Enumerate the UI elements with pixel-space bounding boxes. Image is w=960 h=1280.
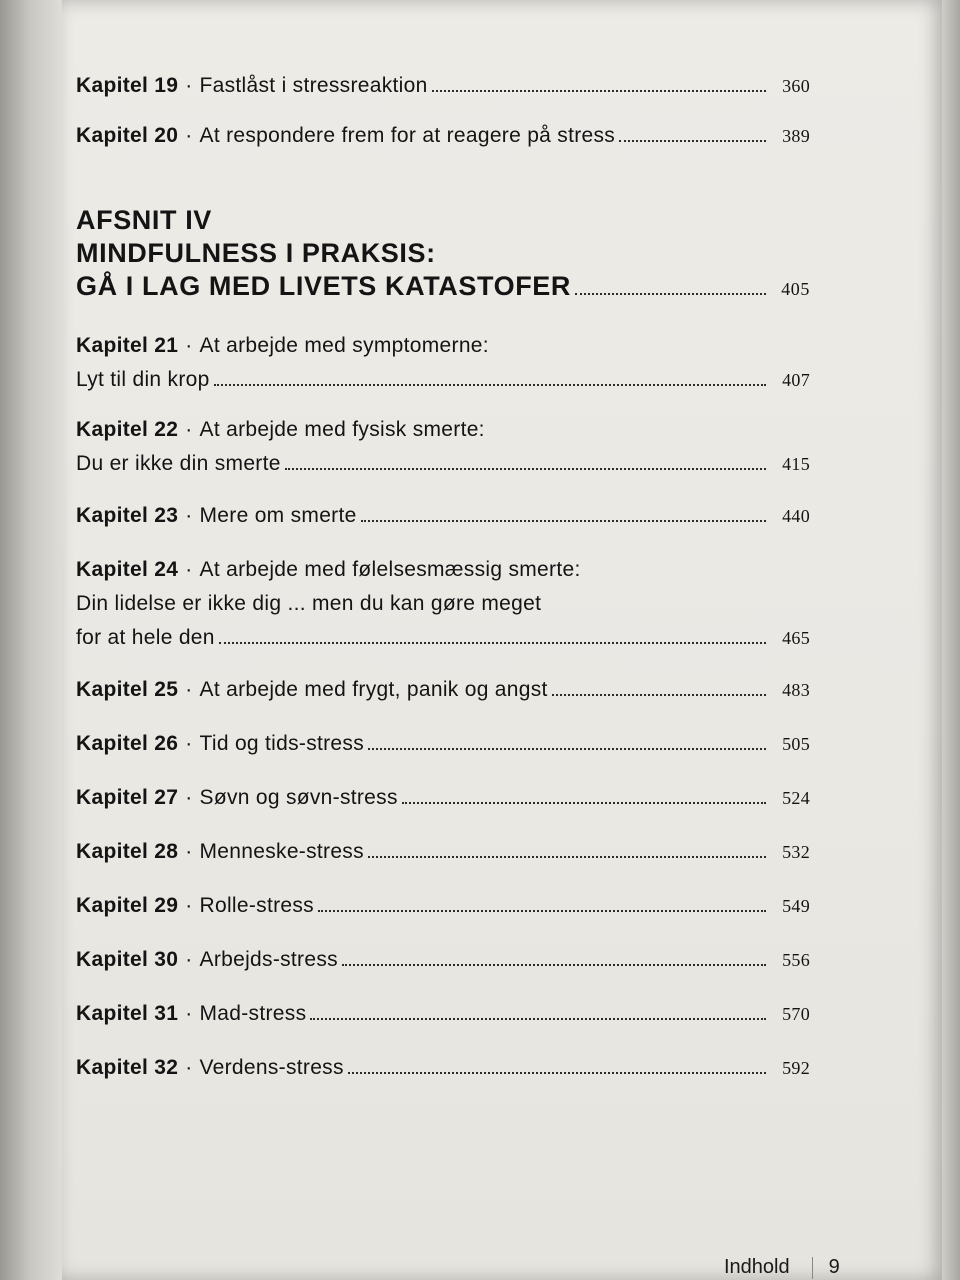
chapter-label: Kapitel 28 [76,840,179,863]
page-number: 549 [782,896,810,916]
chapter-label: Kapitel 23 [76,504,179,527]
running-head: Indhold [724,1256,790,1278]
separator-dot: · [185,1002,193,1025]
chapter-subtitle: Lyt til din krop [76,368,210,391]
dot-leader [368,856,766,858]
chapter-title: Mere om smerte [199,504,357,527]
section-title-line1: MINDFULNESS I PRAKSIS: [76,238,436,268]
chapter-title: Mad-stress [199,1002,307,1025]
chapter-subtitle: Du er ikke din smerte [76,452,281,475]
chapter-label: Kapitel 32 [76,1056,179,1079]
dot-leader [318,910,766,912]
dot-leader [402,802,766,804]
chapter-label: Kapitel 25 [76,678,179,701]
chapter-title: Fastlåst i stressreaktion [199,74,428,97]
dot-leader [348,1072,766,1074]
chapter-title: At arbejde med symptomerne: [199,334,489,357]
page-number: 405 [781,279,810,299]
footer-divider [812,1257,813,1279]
page-number: 556 [782,950,810,970]
dot-leader [214,384,766,386]
chapter-title: Verdens-stress [199,1056,344,1079]
page-number: 532 [782,842,810,862]
chapter-title: Søvn og søvn-stress [199,786,398,809]
chapter-title: Tid og tids-stress [199,732,365,755]
dot-leader [342,964,766,966]
page-edge [942,0,960,1280]
chapter-label: Kapitel 20 [76,124,179,147]
section-heading [76,204,810,306]
page-number: 505 [782,734,810,754]
chapter-label: Kapitel 30 [76,948,179,971]
chapter-title: At arbejde med fysisk smerte: [199,418,485,441]
section-title-line2: GÅ I LAG MED LIVETS KATASTOFER [76,271,572,301]
chapter-title: At respondere frem for at reagere på stress [199,124,616,147]
dot-leader [432,90,766,92]
separator-dot: · [185,74,193,97]
toc-entry-26 [76,730,810,758]
page-number: 440 [782,506,810,526]
page-number: 389 [782,126,810,146]
separator-dot: · [185,786,193,809]
chapter-label: Kapitel 24 [76,558,179,581]
page-number: 465 [782,628,810,648]
separator-dot: · [185,732,193,755]
toc-entry-22 [76,416,810,478]
toc-entry-24 [76,556,810,652]
page-footer [724,1256,840,1279]
page-number: 415 [782,454,810,474]
chapter-title: At arbejde med følelsesmæssig smerte: [199,558,581,581]
table-of-contents [76,72,810,1082]
separator-dot: · [185,894,193,917]
toc-entry-27 [76,784,810,812]
toc-entry-31 [76,1000,810,1028]
chapter-label: Kapitel 27 [76,786,179,809]
dot-leader [575,293,766,295]
toc-entry-23 [76,502,810,530]
chapter-title: At arbejde med frygt, panik og angst [199,678,548,701]
dot-leader [285,468,766,470]
separator-dot: · [185,948,193,971]
chapter-label: Kapitel 22 [76,418,179,441]
dot-leader [361,520,766,522]
page-number: 483 [782,680,810,700]
chapter-title: Menneske-stress [199,840,364,863]
toc-entry-25 [76,676,810,704]
chapter-label: Kapitel 21 [76,334,179,357]
page-number: 592 [782,1058,810,1078]
chapter-title: Arbejds-stress [199,948,338,971]
toc-entry-28 [76,838,810,866]
dot-leader [368,748,766,750]
toc-entry-20 [76,122,810,150]
separator-dot: · [185,124,193,147]
page-number: 524 [782,788,810,808]
chapter-label: Kapitel 31 [76,1002,179,1025]
dot-leader [310,1018,766,1020]
separator-dot: · [185,504,193,527]
separator-dot: · [185,678,193,701]
toc-entry-32 [76,1054,810,1082]
dot-leader [619,140,766,142]
dot-leader [219,642,766,644]
page-number: 407 [782,370,810,390]
toc-entry-30 [76,946,810,974]
separator-dot: · [185,558,193,581]
dot-leader [552,694,766,696]
page-number: 360 [782,76,810,96]
separator-dot: · [185,840,193,863]
toc-entry-21 [76,332,810,394]
chapter-subtitle: Din lidelse er ikke dig ... men du kan gøre meget [76,592,542,615]
chapter-label: Kapitel 26 [76,732,179,755]
separator-dot: · [185,418,193,441]
chapter-label: Kapitel 29 [76,894,179,917]
chapter-title: Rolle-stress [199,894,314,917]
section-number: AFSNIT IV [76,205,212,235]
chapter-subtitle-cont: for at hele den [76,626,215,649]
separator-dot: · [185,334,193,357]
separator-dot: · [185,1056,193,1079]
page-number: 570 [782,1004,810,1024]
chapter-label: Kapitel 19 [76,74,179,97]
folio-number: 9 [828,1256,840,1278]
toc-entry-19 [76,72,810,100]
toc-entry-29 [76,892,810,920]
